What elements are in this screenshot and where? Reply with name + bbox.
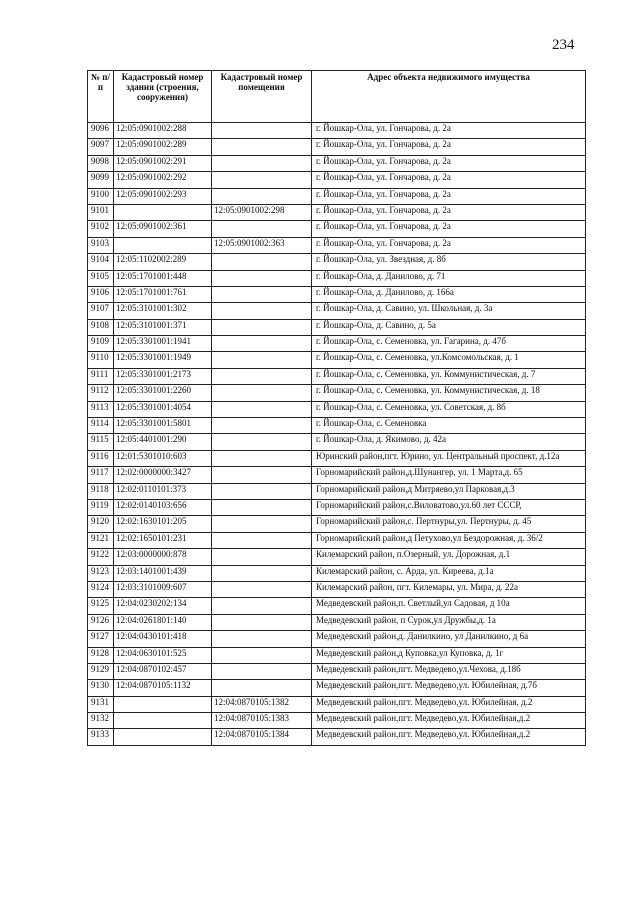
cell-address: г. Йошкар-Ола, ул. Гончарова, д. 2а	[312, 237, 586, 253]
table-row	[88, 155, 586, 171]
table-row	[88, 581, 586, 597]
table-row	[88, 647, 586, 663]
table-row	[88, 418, 586, 434]
table-row	[88, 123, 586, 139]
cell-building-cadastral: 12:02:0110101:373	[114, 483, 212, 499]
cell-building-cadastral: 12:05:3301001:2260	[114, 385, 212, 401]
cadastral-table	[87, 70, 586, 746]
cell-premises-cadastral	[212, 499, 312, 515]
table-row	[88, 631, 586, 647]
table-row	[88, 237, 586, 253]
cell-address: г. Йошкар-Ола, ул. Гончарова, д. 2а	[312, 221, 586, 237]
cell-num: 9122	[88, 549, 114, 565]
cell-num: 9114	[88, 418, 114, 434]
cell-address: Медведевский район,пгт. Медведево,ул. Юбилейная, д.7б	[312, 680, 586, 696]
cell-premises-cadastral	[212, 581, 312, 597]
cell-address: г. Йошкар-Ола, д. Данилово, д. 166а	[312, 286, 586, 302]
cell-building-cadastral: 12:03:1401001:439	[114, 565, 212, 581]
table-row	[88, 385, 586, 401]
cell-premises-cadastral	[212, 221, 312, 237]
cell-premises-cadastral: 12:05:0901002:363	[212, 237, 312, 253]
cell-building-cadastral: 12:05:0901002:293	[114, 188, 212, 204]
cell-address: г. Йошкар-Ола, с. Семеновка, ул. Советская, д. 8б	[312, 401, 586, 417]
table-row	[88, 401, 586, 417]
cell-building-cadastral: 12:05:3301001:1941	[114, 336, 212, 352]
cell-num: 9109	[88, 336, 114, 352]
cell-building-cadastral: 12:05:0901002:288	[114, 123, 212, 139]
header-building-cadastral: Кадастровый номер здания (строения, сооружения)	[114, 71, 212, 123]
cell-num: 9102	[88, 221, 114, 237]
table-row	[88, 139, 586, 155]
cell-num: 9132	[88, 713, 114, 729]
table-row	[88, 303, 586, 319]
cell-premises-cadastral: 12:05:0901002:298	[212, 204, 312, 220]
table-row	[88, 270, 586, 286]
cell-num: 9115	[88, 434, 114, 450]
cell-num: 9116	[88, 450, 114, 466]
cell-address: Горномарийский район,д Митряево,ул Парковая,д.3	[312, 483, 586, 499]
cell-building-cadastral: 12:01:5301010:603	[114, 450, 212, 466]
cell-num: 9096	[88, 123, 114, 139]
cell-building-cadastral: 12:04:0870105:1132	[114, 680, 212, 696]
cell-building-cadastral: 12:05:1701001:761	[114, 286, 212, 302]
cell-premises-cadastral	[212, 614, 312, 630]
cell-building-cadastral: 12:05:3101001:302	[114, 303, 212, 319]
table-row	[88, 516, 586, 532]
cell-num: 9131	[88, 696, 114, 712]
cell-premises-cadastral	[212, 565, 312, 581]
cell-num: 9105	[88, 270, 114, 286]
cell-address: г. Йошкар-Ола, д. Савино, ул. Школьная, д. 3а	[312, 303, 586, 319]
cell-num: 9125	[88, 598, 114, 614]
table-row	[88, 319, 586, 335]
table-row	[88, 286, 586, 302]
cell-building-cadastral: 12:03:3101009:607	[114, 581, 212, 597]
table-row	[88, 188, 586, 204]
cell-num: 9099	[88, 172, 114, 188]
table-row	[88, 680, 586, 696]
cell-building-cadastral	[114, 237, 212, 253]
cell-premises-cadastral	[212, 549, 312, 565]
cell-premises-cadastral	[212, 418, 312, 434]
cell-building-cadastral: 12:04:0630101:525	[114, 647, 212, 663]
cell-address: Килемарский район, п.Озерный, ул. Дорожная, д.1	[312, 549, 586, 565]
cell-address: г. Йошкар-Ола, ул. Звездная, д. 8б	[312, 254, 586, 270]
cell-building-cadastral: 12:05:3301001:4054	[114, 401, 212, 417]
cell-building-cadastral	[114, 696, 212, 712]
cell-premises-cadastral	[212, 172, 312, 188]
table-row	[88, 614, 586, 630]
table-row	[88, 549, 586, 565]
cell-address: Горномарийский район,д Петухово,ул Бездорожная, д. 36/2	[312, 532, 586, 548]
cell-address: Юринский район,пгт. Юрино, ул. Центральный проспект, д.12а	[312, 450, 586, 466]
cell-address: Килемарский район, с. Арда, ул. Киреева, д.1а	[312, 565, 586, 581]
table-row	[88, 696, 586, 712]
table-row	[88, 565, 586, 581]
cell-address: г. Йошкар-Ола, с. Семеновка, ул. Коммунистическая, д. 18	[312, 385, 586, 401]
cell-building-cadastral: 12:05:0901002:289	[114, 139, 212, 155]
cell-address: г. Йошкар-Ола, д. Савино, д. 5а	[312, 319, 586, 335]
cell-building-cadastral: 12:02:1630101:205	[114, 516, 212, 532]
table-row	[88, 532, 586, 548]
cell-premises-cadastral: 12:04:0870105:1382	[212, 696, 312, 712]
cell-num: 9133	[88, 729, 114, 745]
cell-address: Медведевский район,д. Данилкино, ул Данилкино, д 6а	[312, 631, 586, 647]
cell-premises-cadastral	[212, 385, 312, 401]
cell-num: 9104	[88, 254, 114, 270]
table-row	[88, 434, 586, 450]
cell-building-cadastral: 12:05:3301001:1949	[114, 352, 212, 368]
cell-premises-cadastral	[212, 352, 312, 368]
cell-premises-cadastral	[212, 631, 312, 647]
cell-building-cadastral: 12:02:0000000:3427	[114, 467, 212, 483]
cell-premises-cadastral: 12:04:0870105:1383	[212, 713, 312, 729]
cell-num: 9118	[88, 483, 114, 499]
cell-num: 9101	[88, 204, 114, 220]
table-row	[88, 204, 586, 220]
cell-premises-cadastral	[212, 532, 312, 548]
cell-building-cadastral: 12:04:0230202:134	[114, 598, 212, 614]
cell-building-cadastral: 12:04:0870102:457	[114, 663, 212, 679]
cell-building-cadastral	[114, 204, 212, 220]
table-row	[88, 663, 586, 679]
table-row	[88, 336, 586, 352]
cell-address: Килемарский район, пгт. Килемары, ул. Мира, д. 22а	[312, 581, 586, 597]
cell-num: 9108	[88, 319, 114, 335]
cell-address: г. Йошкар-Ола, ул. Гончарова, д. 2а	[312, 155, 586, 171]
cell-num: 9110	[88, 352, 114, 368]
table-row	[88, 352, 586, 368]
cell-building-cadastral: 12:04:0430101:418	[114, 631, 212, 647]
cell-building-cadastral	[114, 729, 212, 745]
cell-num: 9106	[88, 286, 114, 302]
cell-address: г. Йошкар-Ола, д. Якимово, д. 42а	[312, 434, 586, 450]
cell-address: Горномарийский район,с.Виловатово,ул.60 лет СССР,	[312, 499, 586, 515]
cell-premises-cadastral	[212, 123, 312, 139]
cell-premises-cadastral	[212, 188, 312, 204]
cell-num: 9127	[88, 631, 114, 647]
cell-building-cadastral: 12:04:0261801:140	[114, 614, 212, 630]
cell-num: 9119	[88, 499, 114, 515]
cell-num: 9098	[88, 155, 114, 171]
header-premises-cadastral: Кадастровый номер помещения	[212, 71, 312, 123]
table-row	[88, 254, 586, 270]
cell-address: г. Йошкар-Ола, с. Семеновка, ул. Коммунистическая, д. 7	[312, 368, 586, 384]
cell-num: 9121	[88, 532, 114, 548]
table-row	[88, 368, 586, 384]
cell-address: г. Йошкар-Ола, ул. Гончарова, д. 2а	[312, 139, 586, 155]
table-row	[88, 499, 586, 515]
cell-num: 9128	[88, 647, 114, 663]
cell-premises-cadastral	[212, 155, 312, 171]
cell-num: 9112	[88, 385, 114, 401]
cell-building-cadastral: 12:05:0901002:292	[114, 172, 212, 188]
cell-premises-cadastral	[212, 434, 312, 450]
cell-premises-cadastral	[212, 598, 312, 614]
cell-premises-cadastral	[212, 336, 312, 352]
table-row	[88, 172, 586, 188]
cell-premises-cadastral	[212, 467, 312, 483]
cell-address: Медведевский район,п. Светлый,ул Садовая, д 10а	[312, 598, 586, 614]
cell-premises-cadastral	[212, 368, 312, 384]
cell-num: 9100	[88, 188, 114, 204]
cell-address: г. Йошкар-Ола, ул. Гончарова, д. 2а	[312, 204, 586, 220]
cell-building-cadastral: 12:05:1701001:448	[114, 270, 212, 286]
cell-building-cadastral: 12:05:3301001:2173	[114, 368, 212, 384]
cell-num: 9103	[88, 237, 114, 253]
cell-premises-cadastral	[212, 319, 312, 335]
cell-address: Медведевский район,пгт. Медведево,ул.Чехова, д.18б	[312, 663, 586, 679]
cell-address: Медведевский район,пгт. Медведево,ул. Юбилейная,д.2	[312, 729, 586, 745]
cell-num: 9124	[88, 581, 114, 597]
cell-premises-cadastral	[212, 516, 312, 532]
cell-building-cadastral: 12:05:3101001:371	[114, 319, 212, 335]
table-row	[88, 713, 586, 729]
page-number: 234	[552, 37, 575, 53]
table-row	[88, 483, 586, 499]
cell-building-cadastral: 12:05:0901002:361	[114, 221, 212, 237]
cell-address: Медведевский район,д Куповка,ул Куповка, д. 1г	[312, 647, 586, 663]
cell-address: Горномарийский район,д.Шунангер, ул. 1 Марта,д. 65	[312, 467, 586, 483]
cell-num: 9117	[88, 467, 114, 483]
table-row	[88, 221, 586, 237]
cell-building-cadastral: 12:05:4401001:290	[114, 434, 212, 450]
cell-num: 9097	[88, 139, 114, 155]
cell-address: Медведевский район, п Сурок,ул Дружбы,д. 1а	[312, 614, 586, 630]
cell-address: г. Йошкар-Ола, с. Семеновка	[312, 418, 586, 434]
cell-num: 9120	[88, 516, 114, 532]
table-row	[88, 467, 586, 483]
cell-num: 9123	[88, 565, 114, 581]
cell-building-cadastral: 12:05:3301001:5801	[114, 418, 212, 434]
cell-premises-cadastral	[212, 663, 312, 679]
cell-num: 9107	[88, 303, 114, 319]
cell-premises-cadastral	[212, 139, 312, 155]
cell-address: г. Йошкар-Ола, ул. Гончарова, д. 2а	[312, 123, 586, 139]
cell-address: Медведевский район,пгт. Медведево,ул. Юбилейная, д.2	[312, 696, 586, 712]
header-num: № п/п	[88, 71, 114, 123]
cell-num: 9111	[88, 368, 114, 384]
cell-address: г. Йошкар-Ола, с. Семеновка, ул.Комсомольская, д. 1	[312, 352, 586, 368]
cell-num: 9130	[88, 680, 114, 696]
cell-address: г. Йошкар-Ола, ул. Гончарова, д. 2а	[312, 172, 586, 188]
cell-premises-cadastral	[212, 680, 312, 696]
cell-num: 9129	[88, 663, 114, 679]
cell-premises-cadastral	[212, 286, 312, 302]
cell-building-cadastral: 12:02:1650101:231	[114, 532, 212, 548]
table-header-row	[88, 71, 586, 123]
cell-premises-cadastral	[212, 270, 312, 286]
cell-address: Медведевский район,пгт. Медведево,ул. Юбилейная,д.2	[312, 713, 586, 729]
cell-premises-cadastral	[212, 450, 312, 466]
cell-premises-cadastral	[212, 647, 312, 663]
cell-premises-cadastral	[212, 303, 312, 319]
table-row	[88, 450, 586, 466]
cell-premises-cadastral: 12:04:0870105:1384	[212, 729, 312, 745]
cell-building-cadastral: 12:05:1102002:289	[114, 254, 212, 270]
table-row	[88, 729, 586, 745]
table-row	[88, 598, 586, 614]
cell-premises-cadastral	[212, 401, 312, 417]
cell-address: г. Йошкар-Ола, ул. Гончарова, д. 2а	[312, 188, 586, 204]
cell-num: 9113	[88, 401, 114, 417]
cell-address: Горномарийский район,с. Пертнуры,ул. Пертнуры, д. 45	[312, 516, 586, 532]
cell-premises-cadastral	[212, 254, 312, 270]
cell-num: 9126	[88, 614, 114, 630]
cell-building-cadastral: 12:05:0901002:291	[114, 155, 212, 171]
cell-building-cadastral: 12:02:0140103:656	[114, 499, 212, 515]
cell-premises-cadastral	[212, 483, 312, 499]
header-address: Адрес объекта недвижимого имущества	[312, 71, 586, 123]
cell-address: г. Йошкар-Ола, д. Данилово, д. 71	[312, 270, 586, 286]
cell-address: г. Йошкар-Ола, с. Семеновка, ул. Гагарина, д. 47б	[312, 336, 586, 352]
cell-building-cadastral: 12:03:0000000:878	[114, 549, 212, 565]
cell-building-cadastral	[114, 713, 212, 729]
